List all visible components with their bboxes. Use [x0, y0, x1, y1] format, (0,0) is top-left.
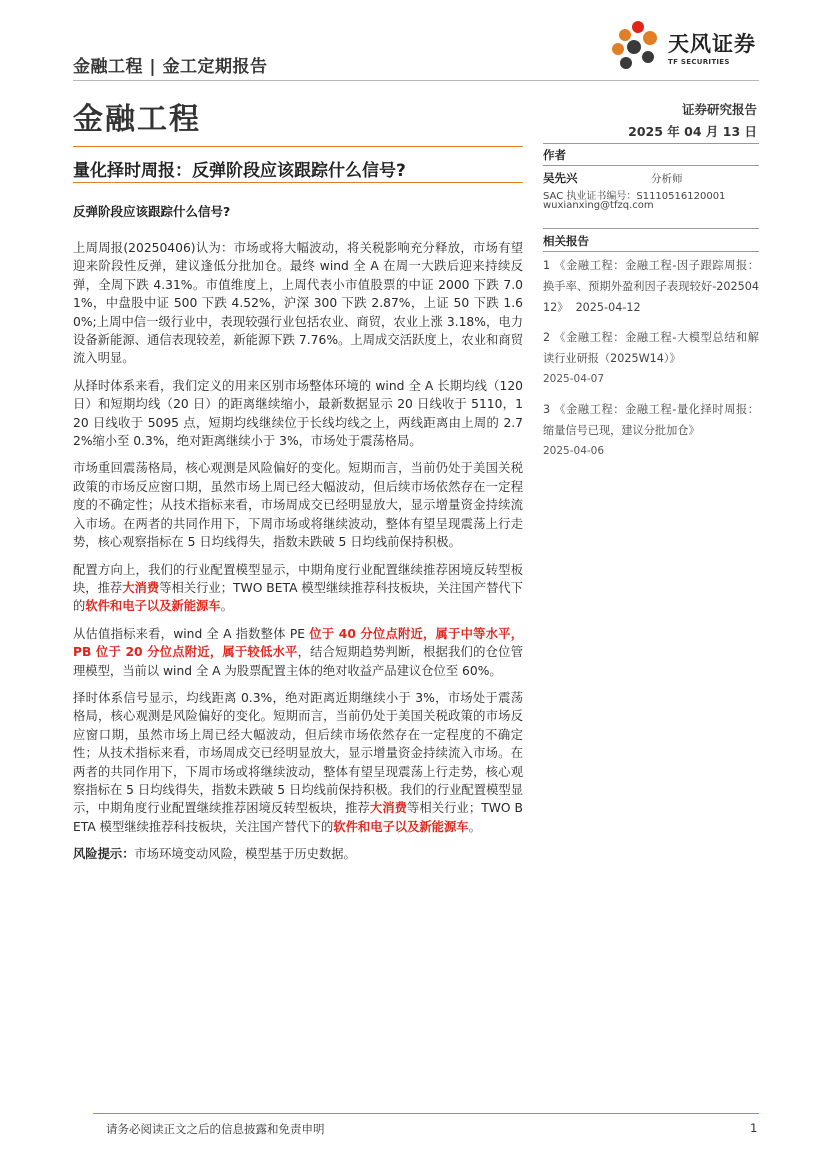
related-heading: 相关报告	[543, 234, 589, 248]
risk-label: 风险提示：	[73, 847, 135, 862]
author-role: 分析师	[651, 173, 683, 185]
related-rule-top	[543, 228, 759, 229]
paragraph-signal-summary: 择时体系信号显示，均线距离 0.3%，绝对距离近期继续小于 3%，市场处于震荡格局，核心观测是风险偏好的变化。短期而言，当前仍处于美国关税政策的市场反应窗口期，虽然市场上周已经大幅波动，但后续市场依然存在一定程度的不确定性；从技术指标来看，市场周成交已经明显放大，显示增量资金持续流入市场。在两者的共同作用下，下周市场或将继续波动，整体有望呈现震荡上行走势，核心观察指标在 5 日均线得失，指数未跌破 5 日均线前保持积极。我们的行业配置模型显示，中期角度行业配置继续推荐困境反转型板块，推荐大消费等相关行业；TWO BETA 模型继续推荐科技板块，关注国产替代下的软件和电子以及新能源车。	[73, 690, 523, 834]
brand-title: 金融工程	[73, 102, 201, 137]
author-rule-bottom	[543, 165, 759, 166]
related-rule-bottom	[543, 251, 759, 252]
report-type: 证券研究报告	[681, 102, 757, 117]
title-rule-bottom	[73, 182, 523, 183]
related-reports-list	[543, 255, 759, 471]
related-report-item[interactable]: 3 《金融工程：金融工程-量化择时周报：缩量信号已现，建议分批加仓》 2025-04-06	[543, 403, 759, 457]
author-name: 吴先兴	[543, 171, 578, 185]
main-content	[73, 239, 523, 873]
author-heading: 作者	[543, 148, 566, 162]
header-section-label: 金融工程 | 金工定期报告	[73, 57, 268, 77]
related-report-item[interactable]: 2 《金融工程：金融工程-大模型总结和解读行业研报（2025W14）》 2025-04-07	[543, 331, 759, 385]
page-number: 1	[750, 1121, 758, 1135]
tf-securities-logo	[608, 18, 758, 74]
footer-divider	[93, 1113, 759, 1114]
header-divider	[73, 80, 759, 81]
author-certificate: SAC 执业证书编号：S1110516120001	[543, 191, 726, 202]
footer-disclaimer: 请务必阅读正文之后的信息披露和免责申明	[106, 1122, 325, 1136]
logo-english-name: TF SECURITIES	[668, 58, 730, 66]
author-email[interactable]: wuxianxing@tfzq.com	[543, 200, 654, 211]
highlight-tech-sectors: 软件和电子以及新能源车	[85, 599, 221, 614]
highlight-consumption: 大消费	[122, 580, 160, 595]
highlight-tech-sectors-2: 软件和电子以及新能源车	[333, 819, 469, 834]
page-title: 量化择时周报：反弹阶段应该跟踪什么信号?	[73, 161, 406, 181]
paragraph-market-outlook: 市场重回震荡格局，核心观测是风险偏好的变化。短期而言，当前仍处于美国关税政策的市场反应窗口期，虽然市场上周已经大幅波动，但后续市场依然存在一定程度的不确定性；从技术指标来看，市场周成交已经明显放大，显示增量资金持续流入市场。在两者的共同作用下，下周市场或将继续波动，整体有望呈现震荡上行走势，核心观察指标在 5 日均线得失，指数未跌破 5 日均线前保持积极。	[73, 461, 523, 550]
related-report-item[interactable]: 1 《金融工程：金融工程-因子跟踪周报：换手率、预期外盈利因子表现较好-20250412》 2025-04-12	[543, 259, 759, 314]
title-rule-top	[73, 146, 523, 147]
paragraph-weekly-review: 上周周报(20250406)认为：市场或将大幅波动，将关税影响充分释放，市场有望迎来阶段性反弹，建议逢低分批加仓。最终 wind 全 A 在周一大跌后迎来持续反弹，全周下跌 4.31%。市值维度上，上周代表小市值股票的中证 2000 下跌 7.01%，中盘股中证 500 下跌 4.52%，沪深 300 下跌 2.87%，上证 50 下跌 1.60%;上周中信一级行业中，表现较强行业包括农业、商贸，农业上涨 3.18%，电力设备新能源、通信表现较差，新能源下跌 7.76%。上周成交活跃度上，农业和商贸流入明显。	[73, 241, 523, 366]
logo-chinese-name: 天风证券	[668, 32, 756, 56]
highlight-valuation: 位于 40 分位点附近，属于中等水平，PB 位于 20 分位点附近，属于较低水平	[73, 626, 523, 660]
author-rule-top	[543, 143, 759, 144]
highlight-consumption-2: 大消费	[369, 801, 408, 816]
report-date: 2025 年 04 月 13 日	[628, 124, 757, 139]
tf-logo-mark-icon	[608, 18, 666, 74]
paragraph-allocation: 配置方向上，我们的行业配置模型显示，中期角度行业配置继续推荐困境反转型板块，推荐大消费等相关行业；TWO BETA 模型继续推荐科技板块，关注国产替代下的软件和电子以及新能源车。	[73, 562, 523, 614]
paragraph-risk: 风险提示：市场环境变动风险，模型基于历史数据。	[73, 847, 356, 862]
paragraph-valuation: 从估值指标来看，wind 全 A 指数整体 PE 位于 40 分位点附近，属于中等水平，PB 位于 20 分位点附近，属于较低水平，结合短期趋势判断，根据我们的仓位管理模型，当前以 wind 全 A 为股票配置主体的绝对收益产品建议仓位至 60%。	[73, 626, 523, 678]
paragraph-timing-system: 从择时体系来看，我们定义的用来区别市场整体环境的 wind 全 A 长期均线（120 日）和短期均线（20 日）的距离继续缩小，最新数据显示 20 日线收于 5110，120 日线收于 5095 点，短期均线继续位于长线均线之上，两线距离由上周的 2.72%缩小至 0.3%，绝对距离继续小于 3%，市场处于震荡格局。	[73, 378, 523, 449]
section-subheading: 反弹阶段应该跟踪什么信号?	[73, 204, 231, 219]
